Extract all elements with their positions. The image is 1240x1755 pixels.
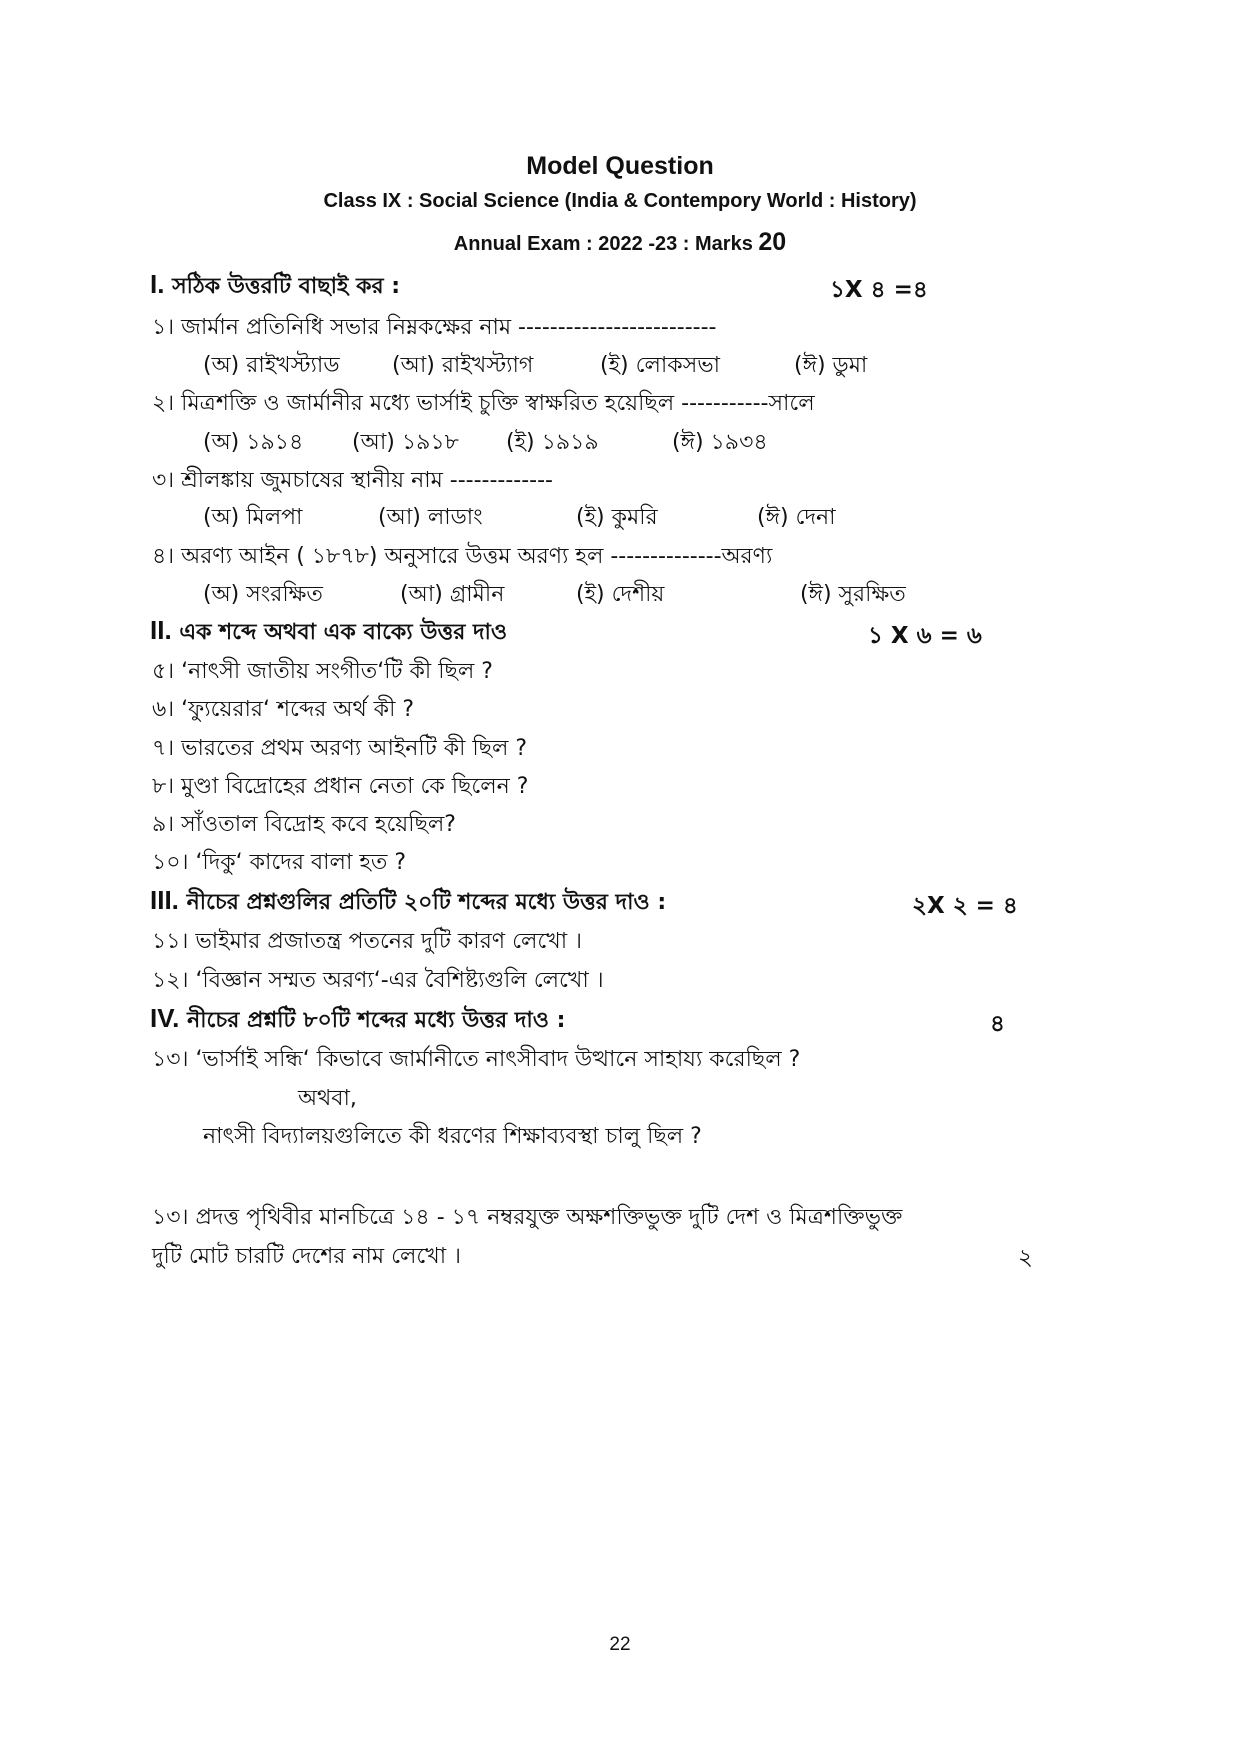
section-4-heading xyxy=(150,1003,565,1040)
section-4-marks: ৪ xyxy=(990,1011,1005,1037)
q1-option-c: (ই) লোকসভা xyxy=(600,353,720,378)
page-title: Model Question xyxy=(526,152,714,180)
q1-option-a: (অ) রাইখস্ট্যাড xyxy=(203,353,340,378)
map-question-line-2: দুটি মোট চারটি দেশের নাম লেখো । xyxy=(152,1244,461,1269)
q2-option-c: (ই) ১৯১৯ xyxy=(506,430,599,455)
q2-option-a: (অ) ১৯১৪ xyxy=(203,430,304,455)
question-13-or: অথবা, xyxy=(298,1086,357,1111)
q4-option-d: (ঈ) সুরক্ষিত xyxy=(800,582,906,607)
page-number: 22 xyxy=(609,1634,631,1655)
question-5: ৫। ‘নাৎসী জাতীয় সংগীত‘টি কী ছিল ? xyxy=(152,659,493,684)
question-12: ১২। ‘বিজ্ঞান সম্মত অরণ্য‘-এর বৈশিষ্ট্যগুলি লেখো । xyxy=(152,968,604,993)
q4-option-b: (আ) গ্রামীন xyxy=(400,582,505,607)
map-question-line-1: ১৩। প্রদত্ত পৃথিবীর মানচিত্রে ১৪ - ১৭ নম্বরযুক্ত অক্ষশক্তিভুক্ত দুটি দেশ ও মিত্রশক্তিভুক্ত xyxy=(152,1205,903,1230)
q2-option-d: (ঈ) ১৯৩৪ xyxy=(672,430,768,455)
q3-option-b: (আ) লাডাং xyxy=(378,505,483,530)
section-3-heading xyxy=(150,885,666,922)
question-10: ১০। ‘দিকু‘ কাদের বালা হত ? xyxy=(152,850,407,875)
question-13-alternative: নাৎসী বিদ্যালয়গুলিতে কী ধরণের শিক্ষাব্যবস্থা চালু ছিল ? xyxy=(203,1124,702,1149)
section-1-roman: I. xyxy=(150,269,165,299)
q2-option-b: (আ) ১৯১৮ xyxy=(352,430,459,455)
question-11: ১১। ভাইমার প্রজাতন্ত্র পতনের দুটি কারণ লেখো । xyxy=(152,929,582,954)
section-3-roman: III. xyxy=(150,885,179,915)
question-3: ৩। শ্রীলঙ্কায় জুমচাষের স্থানীয় নাম ------------- xyxy=(152,468,553,493)
question-7: ৭। ভারতের প্রথম অরণ্য আইনটি কী ছিল ? xyxy=(152,736,528,761)
question-1: ১। জার্মান প্রতিনিধি সভার নিম্নকক্ষের নাম ------------------------- xyxy=(152,315,717,340)
q4-option-c: (ই) দেশীয় xyxy=(576,582,665,607)
section-2-roman: II. xyxy=(150,615,172,645)
question-9: ৯। সাঁওতাল বিদ্রোহ কবে হয়েছিল? xyxy=(152,812,456,837)
question-4: ৪। অরণ্য আইন ( ১৮৭৮) অনুসারে উত্তম অরণ্য হল --------------অরণ্য xyxy=(152,544,773,569)
section-4-roman: IV. xyxy=(150,1003,180,1033)
exam-total-marks: 20 xyxy=(758,228,787,256)
question-2: ২। মিত্রশক্তি ও জার্মানীর মধ্যে ভার্সাই চুক্তি স্বাক্ষরিত হয়েছিল -----------সালে xyxy=(152,391,815,416)
exam-info-text: Annual Exam : 2022 -23 : Marks xyxy=(453,233,759,255)
exam-info xyxy=(0,228,1240,257)
section-1-heading xyxy=(150,269,400,306)
section-1-marks: ১X ৪ =৪ xyxy=(830,277,928,303)
section-2-title: এক শব্দে অথবা এক বাক্যে উত্তর দাও xyxy=(171,620,508,645)
section-2-marks: ১ X ৬ = ৬ xyxy=(868,623,982,649)
section-1-title: সঠিক উত্তরটি বাছাই কর : xyxy=(164,274,401,299)
map-question-marks: ২ xyxy=(1018,1245,1033,1271)
q4-option-a: (অ) সংরক্ষিত xyxy=(203,582,323,607)
section-3-title: নীচের প্রশ্নগুলির প্রতিটি ২০টি শব্দের মধ্যে উত্তর দাও : xyxy=(178,890,667,915)
q1-option-d: (ঈ) ডুমা xyxy=(794,353,868,378)
question-13: ১৩। ‘ভার্সাই সন্ধি‘ কিভাবে জার্মানীতে নাৎসীবাদ উত্থানে সাহায্য করেছিল ? xyxy=(152,1047,801,1072)
section-3-marks: ২X ২ = ৪ xyxy=(912,893,1018,919)
page-subtitle: Class IX : Social Science (India & Contempory World : History) xyxy=(323,190,917,212)
question-6: ৬। ‘ফ্যুয়েরার‘ শব্দের অর্থ কী ? xyxy=(152,697,415,722)
section-4-title: নীচের প্রশ্নটি ৮০টি শব্দের মধ্যে উত্তর দাও : xyxy=(179,1008,566,1033)
q3-option-c: (ই) কুমরি xyxy=(576,505,658,530)
section-2-heading xyxy=(150,615,507,652)
q3-option-d: (ঈ) দেনা xyxy=(757,505,836,530)
q3-option-a: (অ) মিলপা xyxy=(203,505,303,530)
q1-option-b: (আ) রাইখস্ট্যাগ xyxy=(392,353,534,378)
question-8: ৮। মুণ্ডা বিদ্রোহের প্রধান নেতা কে ছিলেন ? xyxy=(152,774,529,799)
